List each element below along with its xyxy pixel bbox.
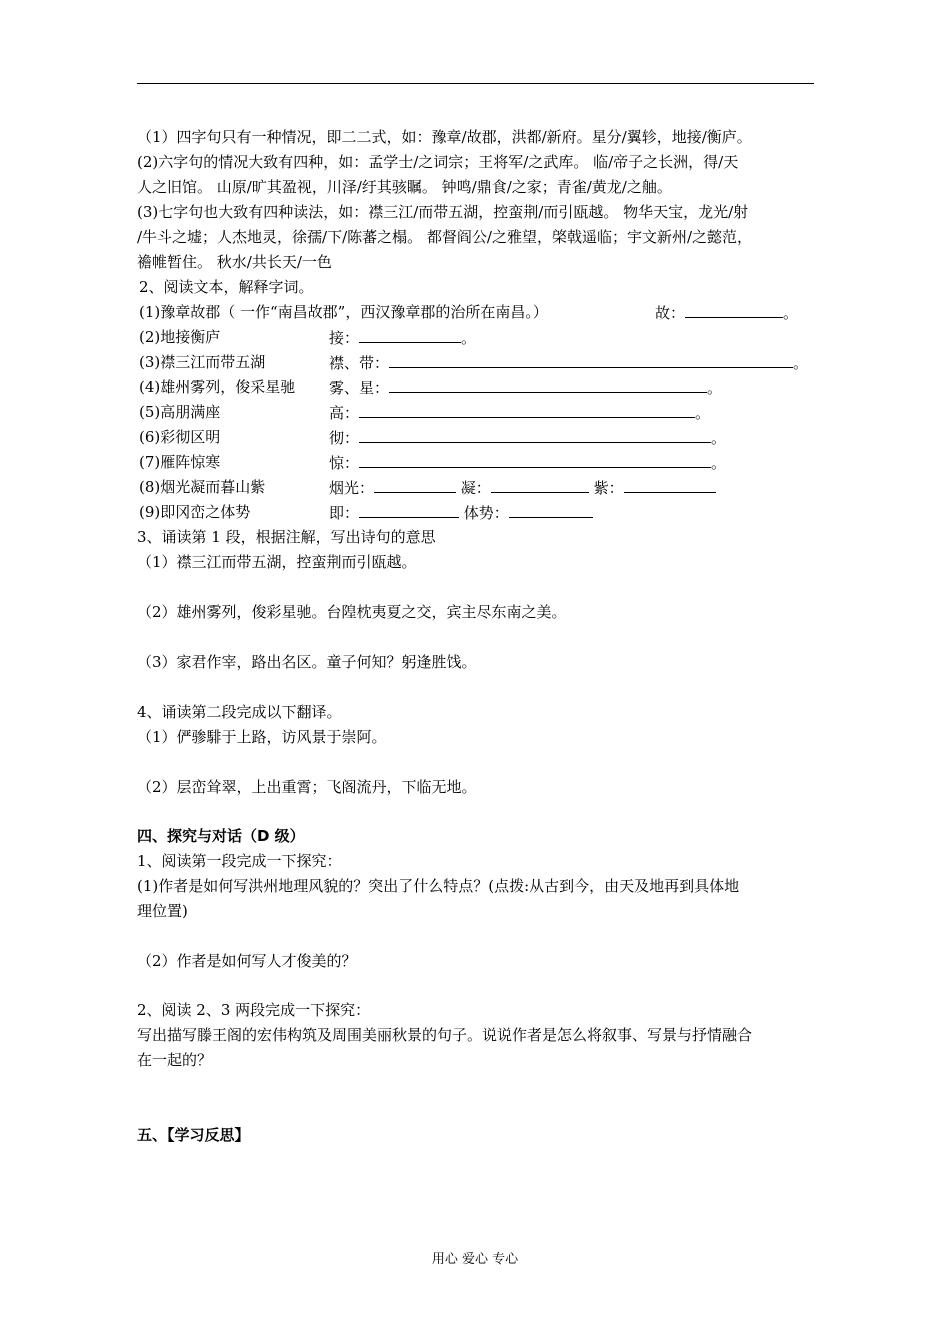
q2-title: 2、阅读文本，解释字词。: [139, 278, 314, 296]
q2-item-term: 高：: [329, 404, 360, 422]
q2-item-term: 故：: [655, 304, 686, 322]
q2-item-label: (9)即冈峦之体势: [139, 503, 251, 521]
reading-rule-line-1: （1）四字句只有一种情况，即二二式，如：豫章/故郡，洪都/新府。星分/翼轸，地接/衡庐。: [137, 128, 752, 146]
q2-item-term: 惊：: [329, 454, 360, 472]
reading-rule-line-6: 襜帷暂住。 秋水/共长天/一色: [137, 253, 332, 271]
q4-title: 4、诵读第二段完成以下翻译。: [137, 703, 342, 721]
q2-item-label: (6)彩彻区明: [139, 428, 221, 446]
reading-rule-line-2: (2)六字句的情况大致有四种，如：孟学士/之词宗；王将军/之武库。 临/帝子之长洲，得/天: [137, 153, 739, 171]
answer-blank[interactable]: [685, 302, 783, 318]
q2-item-label: (2)地接衡庐: [139, 328, 221, 346]
q2-item-term: 体势：: [463, 504, 509, 522]
reading-rule-line-4: (3)七字句也大致有四种读法，如：襟三江/而带五湖，控蛮荆/而引瓯越。 物华天宝，龙光/射: [137, 203, 749, 221]
sec4-q1-title: 1、阅读第一段完成一下探究：: [137, 852, 342, 870]
answer-blank[interactable]: [359, 327, 461, 343]
page-footer: 用心 爱心 专心: [431, 1252, 519, 1267]
header-rule: [137, 83, 814, 84]
answer-blank[interactable]: [359, 402, 695, 418]
section-4-heading: 四、探究与对话（D 级）: [137, 827, 305, 845]
sec4-q2-line-2: 在一起的？: [137, 1051, 213, 1069]
q2-item-term: 凝：: [460, 479, 491, 497]
q3-item-2: （2）雄州雾列，俊彩星驰。台隍枕夷夏之交，宾主尽东南之美。: [137, 603, 567, 621]
q2-item-term: 接：: [329, 329, 360, 347]
q2-item-term: 襟、带：: [329, 354, 390, 372]
q2-item-term: 彻：: [329, 429, 360, 447]
q3-item-1: （1）襟三江而带五湖，控蛮荆而引瓯越。: [137, 553, 417, 571]
q4-item-2: （2）层峦耸翠，上出重霄；飞阁流丹，下临无地。: [137, 778, 477, 796]
answer-blank[interactable]: [374, 477, 456, 493]
reading-rule-line-3: 人之旧馆。 山原/旷其盈视，川泽/纡其骇瞩。 钟鸣/鼎食/之家；青雀/黄龙/之舳。: [137, 178, 672, 196]
sec4-q1-1-line-1: (1)作者是如何写洪州地理风貌的？突出了什么特点？(点拨:从古到今，由天及地再到具体地: [137, 877, 740, 895]
q2-item-term: 紫：: [593, 479, 624, 497]
answer-blank[interactable]: [509, 502, 593, 518]
q2-item-label: (1)豫章故郡（ 一作“南昌故郡”，西汉豫章郡的治所在南昌。）: [139, 303, 548, 321]
answer-blank[interactable]: [359, 452, 711, 468]
q2-item-term: 即：: [329, 504, 360, 522]
sec4-q2-title: 2、阅读 2、3 两段完成一下探究：: [137, 1001, 371, 1019]
q4-item-1: （1）俨骖騑于上路，访风景于崇阿。: [137, 728, 387, 746]
q2-item-label: (8)烟光凝而暮山紫: [139, 478, 266, 496]
q2-item-term: 雾、星：: [329, 379, 390, 397]
reading-rule-line-5: /牛斗之墟；人杰地灵，徐孺/下/陈蕃之榻。 都督阎公/之雅望，棨戟遥临；宇文新州/之懿范，: [137, 228, 753, 246]
answer-blank[interactable]: [359, 502, 459, 518]
answer-blank[interactable]: [491, 477, 589, 493]
answer-blank[interactable]: [359, 427, 711, 443]
q3-title: 3、诵读第 1 段，根据注解，写出诗句的意思: [137, 528, 436, 546]
section-5-heading: 五、【学习反思】: [137, 1126, 250, 1144]
q2-item-label: (3)襟三江而带五湖: [139, 353, 266, 371]
sec4-q2-line-1: 写出描写滕王阁的宏伟构筑及周围美丽秋景的句子。说说作者是怎么将叙事、写景与抒情融合: [137, 1026, 753, 1044]
q2-item-label: (4)雄州雾列，俊采星驰: [139, 378, 296, 396]
q2-item-term: 烟光：: [329, 479, 375, 497]
sec4-q1-2: （2）作者是如何写人才俊美的？: [137, 952, 357, 970]
answer-blank[interactable]: [389, 377, 707, 393]
q2-item-label: (7)雁阵惊寒: [139, 453, 221, 471]
answer-blank[interactable]: [389, 352, 793, 368]
answer-blank[interactable]: [624, 477, 716, 493]
q2-item-label: (5)高朋满座: [139, 403, 221, 421]
q3-item-3: （3）家君作宰，路出名区。童子何知？躬逢胜饯。: [137, 653, 477, 671]
sec4-q1-1-line-2: 理位置): [137, 902, 188, 920]
